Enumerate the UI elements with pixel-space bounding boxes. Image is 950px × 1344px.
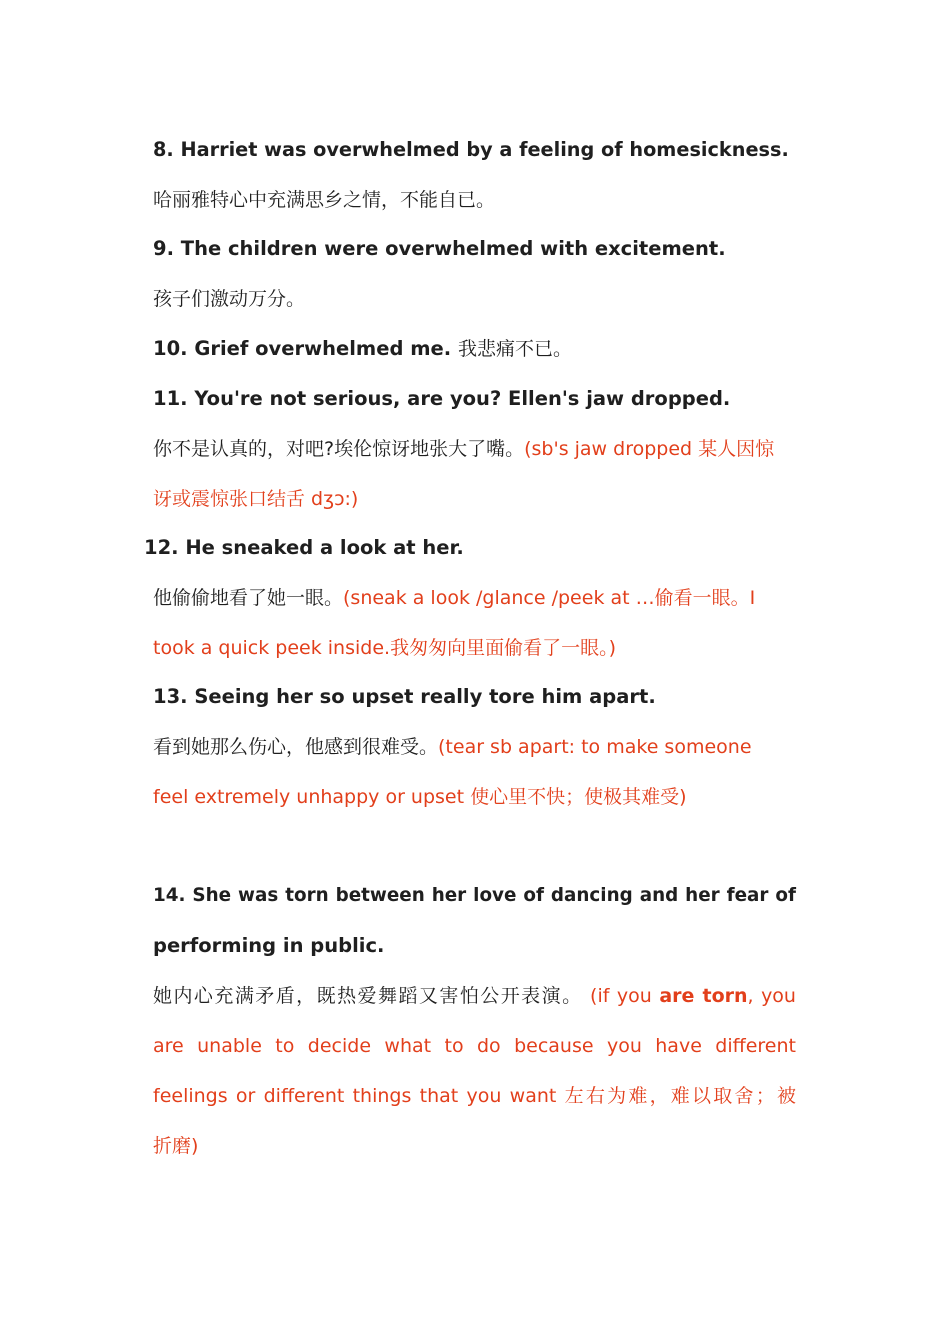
note-11-line2: 讶或震惊张口结舌 dʒɔ:) (153, 488, 359, 510)
item-number: 14. (153, 885, 186, 906)
translation-14 (153, 983, 796, 1009)
sentence-14-line2: performing in public. (153, 934, 385, 957)
sentence-13 (153, 684, 796, 710)
english-sentence: You're not serious, are you? Ellen's jaw dropped. (194, 387, 731, 410)
item-number: 12. (144, 536, 179, 559)
translation-13 (153, 734, 796, 760)
english-sentence: He sneaked a look at her. (185, 536, 464, 559)
translation-11 (153, 436, 796, 462)
item-number: 13. (153, 685, 188, 708)
sentence-12 (144, 535, 787, 561)
item-number: 9. (153, 237, 174, 260)
note-13-line2: feel extremely unhappy or upset 使心里不快；使极其难受) (153, 786, 687, 808)
english-sentence: She was torn between her love of dancing and her fear of (192, 885, 796, 906)
english-sentence: Harriet was overwhelmed by a feeling of homesickness. (180, 138, 789, 161)
note-14-line3: feelings or different things that you want 左右为难，难以取舍；被 (153, 1085, 796, 1107)
note-12-line2: took a quick peek inside.我匆匆向里面偷看了一眼。) (153, 637, 616, 659)
translation-text: 她内心充满矛盾，既热爱舞蹈又害怕公开表演。 (153, 985, 583, 1007)
translation-text: 看到她那么伤心，他感到很难受。 (153, 736, 439, 758)
note-text: (sneak a look /glance /peek at …偷看一眼。I (343, 587, 756, 609)
english-sentence: Grief overwhelmed me. (194, 337, 452, 360)
sentence-8 (153, 137, 796, 163)
translation-text: 他偷偷地看了她一眼。 (153, 587, 344, 609)
translation-9: 孩子们激动万分。 (153, 288, 306, 310)
sentence-9 (153, 236, 796, 262)
note-text: (if you are torn, you (590, 985, 796, 1007)
note-text: (sb's jaw dropped 某人因惊 (524, 438, 775, 460)
item-number: 8. (153, 138, 174, 161)
note-14-line2: are unable to decide what to do because you have different (153, 1035, 796, 1057)
translation-text: 你不是认真的，对吧?埃伦惊讶地张大了嘴。 (153, 438, 525, 460)
note-14-line4: 折磨) (153, 1135, 199, 1157)
english-sentence: Seeing her so upset really tore him apart. (194, 685, 656, 708)
english-sentence: The children were overwhelmed with excitement. (180, 237, 726, 260)
sentence-14-line1 (153, 883, 796, 909)
item-number: 11. (153, 387, 188, 410)
translation-10: 我悲痛不已。 (457, 338, 572, 360)
item-number: 10. (153, 337, 188, 360)
translation-8: 哈丽雅特心中充满思乡之情，不能自已。 (153, 189, 496, 211)
sentence-10 (153, 336, 796, 362)
sentence-11 (153, 386, 796, 412)
note-text: (tear sb apart: to make someone (438, 736, 752, 758)
translation-12 (153, 585, 796, 611)
